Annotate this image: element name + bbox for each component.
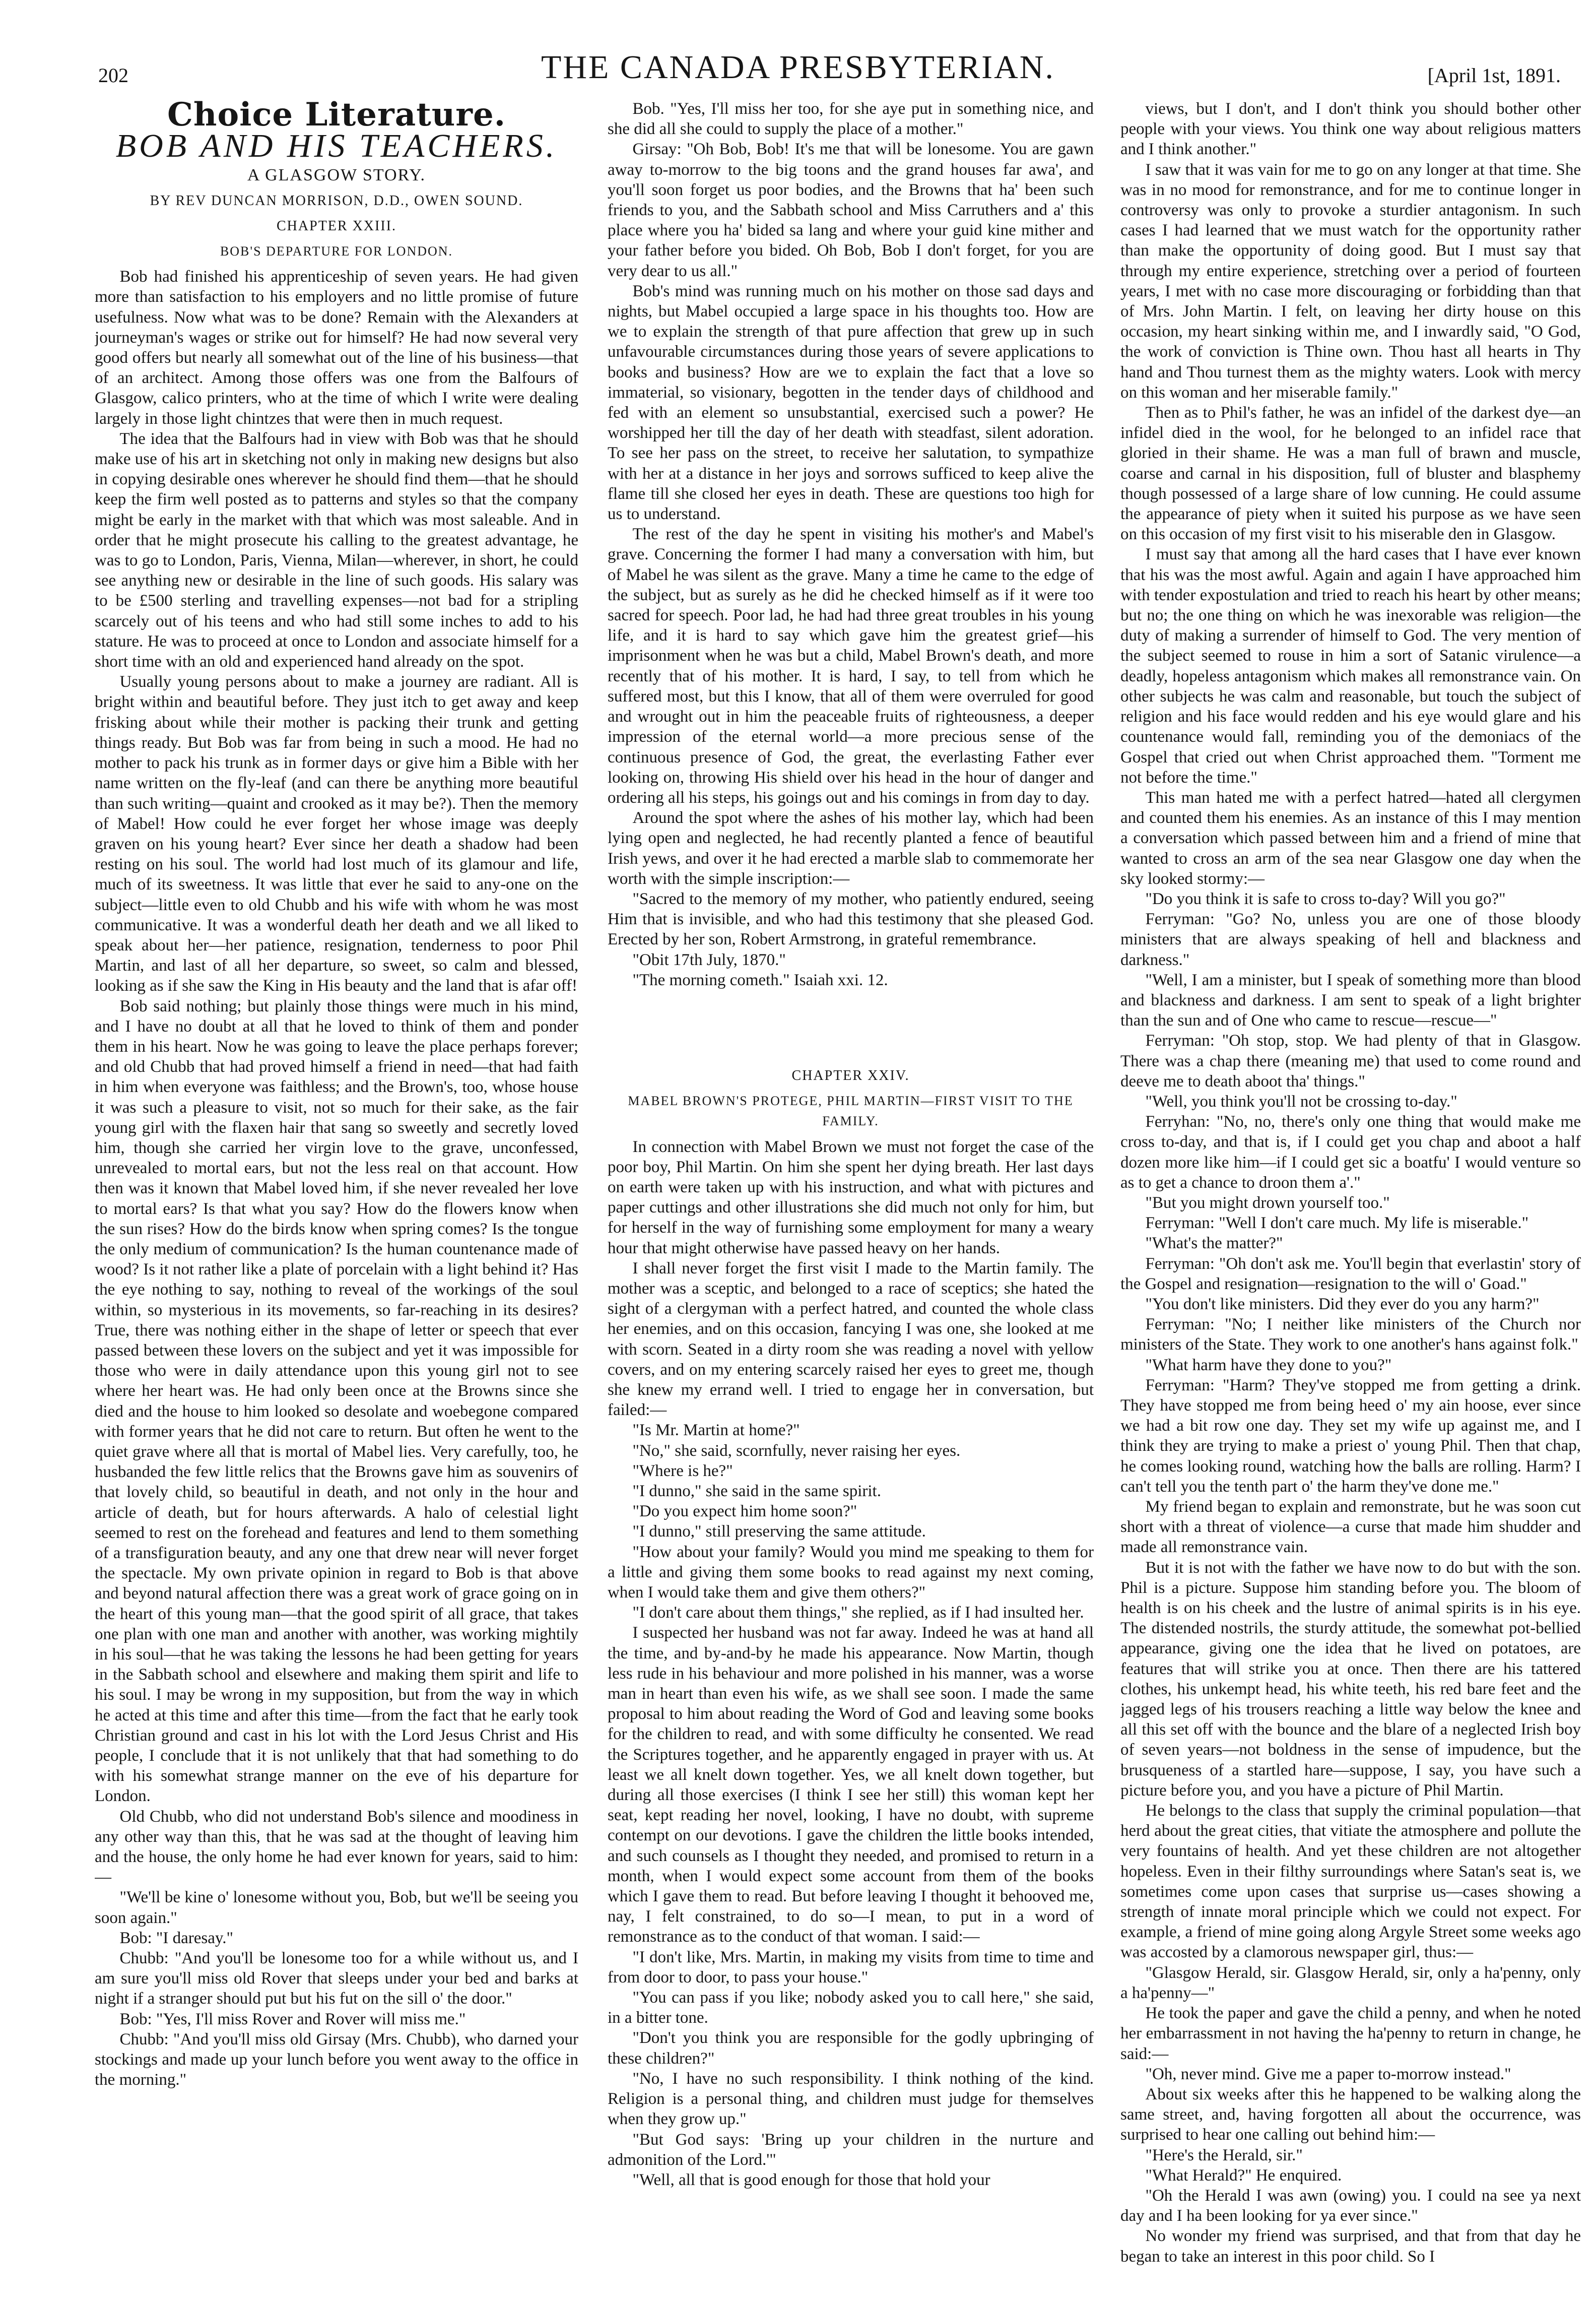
paragraph: "Here's the Herald, sir." [1145,2146,1303,2164]
paragraph: He belongs to the class that supply the criminal population—that herd about the great cities, that vitiate the atmosphere and pollute the very fountains of health. And yet these children are not altogether hopeless. Even in their filthy surroundings where Satan's seat is, we sometimes come upon cases that surprise us—cases showing a strength of innate moral principle which we could not expect. For example, a friend of mine going along Argyle Street some weeks ago was accosted by a clamorous newspaper girl, thus:— [1120,1802,1581,1962]
paragraph: Then as to Phil's father, he was an infidel of the darkest dye—an infidel died in the wool, for he belonged to an infidel race that gloried in their shame. He was a man full of brawn and muscle, coarse and carnal in his disposition, full of bluster and blasphemy though possessed of a large share of low cunning. He could assume the appearance of piety when it suited his purpose as we have seen on this occasion of my first visit to his miserable den in Glasgow. [1120,404,1581,544]
paragraph: Usually young persons about to make a journey are radiant. All is bright within and beautiful before. They just itch to get away and keep frisking about while their mother is packing their trunk and getting things ready. But Bob was far from being in such a mood. He had no mother to pack his trunk as in former days or give him a Bible with her name written on the fly-leaf (and can there be anything more beautiful than such writing—quaint and crooked as it may be?). Then the memory of Mabel! How could he ever forget her whose image was deeply graven on his young heart? Ever since her death a shadow had been resting on his soul. The world had lost much of its glamour and life, much of its sweetness. It was little that ever he said to any-one on the subject—little even to old Chubb and his wife with whom he was most communicative. It was a wonderful death her death and we all liked to speak about her—her patience, resignation, tenderness to poor Phil Martin, and last of all her departure, so sweet, so calm and blessed, looking as if she saw the King in His beauty and the land that is afar off! [95,673,578,995]
paragraph: "Well, you think you'll not be crossing to-day." [1145,1092,1457,1111]
journal-title: THE CANADA PRESBYTERIAN. [541,49,1055,86]
column-1 [95,99,578,2296]
paragraph: "What's the matter?" [1145,1234,1283,1253]
paragraph: Ferryman: "Go? No, unless you are one of those bloody ministers that are always speaking of hell and blackness and darkness." [1120,910,1581,969]
paragraph: "But you might drown yourself too." [1145,1193,1390,1212]
paragraph: Ferryman: "No; I neither like ministers of the Church nor ministers of the State. They work to one another's hans against folk." [1120,1315,1581,1354]
paragraph: "Oh, never mind. Give me a paper to-morrow instead." [1145,2065,1511,2083]
paragraph: This man hated me with a perfect hatred—hated all clergymen and counted them his enemies. As an instance of this I may mention a conversation which passed between him and a friend of mine that wanted to cross an arm of the sea near Glasgow one day when the sky looked stormy:— [1120,788,1581,888]
paragraph: Bob had finished his apprenticeship of seven years. He had given more than satisfaction to his employers and no little promise of future usefulness. Now what was to be done? Remain with the Alexanders at journeyman's wages or strike out for himself? He had now several very good offers but nearly all somewhat out of the line of his business—that of an architect. Among those offers was one from the Balfours of Glasgow, calico printers, who at the time of which I write were dealing largely in those light chintzes that were then in much request. [95,268,578,428]
paragraph: "How about your family? Would you mind me speaking to them for a little and giving them some books to read against my next coming, when I would take them and give them others?" [608,1543,1094,1602]
article-columns [95,99,1581,2296]
paragraph: "We'll be kine o' lonesome without you, Bob, but we'll be seeing you soon again." [95,1888,578,1927]
section-title: Choice Literature. [167,99,506,134]
paragraph: I must say that among all the hard cases that I have ever known that his was the most awful. Again and again I have approached him with tender expostulation and tried to reach his heart by other means; but no; the one thing on which he was inexorable was religion—the duty of making a surrender of himself to God. The very mention of the subject seemed to rouse in him a sort of Satanic virulence—a deadly, hopeless antagonism which makes all remonstrance vain. On other subjects he was calm and reasonable, but touch the subject of religion and his face would redden and his eye would glare and his countenance would fall, reminding you of the demoniacs of the Gospel that cried out when Christ approached them. "Torment me not before the time." [1120,545,1581,787]
paragraph: Around the spot where the ashes of his mother lay, which had been lying open and neglected, he had recently planted a fence of beautiful Irish yews, and over it he had erected a marble slab to commemorate her worth with the simple inscription:— [608,809,1094,888]
paragraph: "What harm have they done to you?" [1145,1356,1392,1374]
chapter-title: BOB'S DEPARTURE FOR LONDON. [220,244,453,259]
masthead [0,48,1596,94]
paragraph: Ferryman: "Oh stop, stop. We had plenty of that in Glasgow. There was a chap there (meaning me) that used to come round and deeve me to death aboot tha' things." [1120,1032,1581,1091]
paragraph: Ferryman: "Oh don't ask me. You'll begin that everlastin' story of the Gospel and resignation—resignation to the will o' Goad." [1120,1254,1581,1293]
chapter-heading: CHAPTER XXIII. [277,218,396,234]
paragraph: "I dunno," she said in the same spirit. [632,1482,881,1500]
paragraph: "No, I have no such responsibility. I think nothing of the kind. Religion is a personal thing, and children must judge for themselves when they grow up." [608,2069,1094,2129]
paragraph: "Obit 17th July, 1870." [632,950,786,969]
paragraph: "Do you expect him home soon?" [632,1502,857,1521]
byline: BY REV DUNCAN MORRISON, D.D., OWEN SOUND. [150,193,523,209]
paragraph: Ferryman: "Harm? They've stopped me from getting a drink. They have stopped me from being heed o' my ain hoose, ever since we had a bit row one day. They set my wife up against me, and I think they are trying to make a priest o' young Phil. Then that chap, he comes looking round, watching how the balls are rolling. Harm? I can't tell you the tenth part o' the harm they've done me." [1120,1376,1581,1496]
paragraph: In connection with Mabel Brown we must not forget the case of the poor boy, Phil Martin. On him she spent her dying breath. Her last days on earth were taken up with his instruction, and what with pictures and paper cuttings and other illustrations she did much not only for him, but for herself in the way of furnishing some employment for many a weary hour that might otherwise have passed heavy on her hands. [608,1137,1094,1257]
paragraph: Ferryhan: "No, no, there's only one thing that would make me cross to-day, and that is, if I could get you chap and aboot a half dozen more like him—if I could get sic a boatfu' I would venture so as to get a chance to droon them a'." [1120,1113,1581,1192]
paragraph: views, but I don't, and I don't think you should bother other people with your views. You think one way about religious matters and I think another." [1120,100,1581,159]
paragraph: Old Chubb, who did not understand Bob's silence and moodiness in any other way than this, that he was sad at the thought of leaving him and the house, the only home he had ever known for years, said to him:— [95,1807,578,1887]
paragraph: But it is not with the father we have now to do but with the son. Phil is a picture. Suppose him standing before you. The bloom of health is on his cheek and the lustre of animal spirits is in his eye. The distended nostrils, the sturdy attitude, the somewhat pot-bellied appearance, giving one the idea that he lived on potatoes, are features that will strike you at once. Then there are his tattered clothes, his unkempt head, his white teeth, his red bare feet and the jagged legs of his trousers reaching a little way below the knee and all this set off with the bounce and the blare of a neglected Irish boy of seven years—not boldness in the sense of impudence, but the brusqueness of a startled hare—suppose, I say, you have such a picture before you, and you have a picture of Phil Martin. [1120,1558,1581,1800]
paragraph: "I don't like, Mrs. Martin, in making my visits from time to time and from door to door, to pass your house." [608,1948,1094,1986]
column-3-body [1120,99,1581,2267]
paragraph: "The morning cometh." Isaiah xxi. 12. [632,971,888,989]
page-number: 202 [98,64,128,87]
paragraph: Chubb: "And you'll be lonesome too for a while without us, and I am sure you'll miss old Rover that sleeps under your bed and barks at night if a stranger should put but his fut on the sill o' the door." [95,1949,578,2008]
paragraph: "Don't you think you are responsible for the godly upbringing of these children?" [608,2029,1094,2068]
paragraph: "I don't care about them things," she replied, as if I had insulted her. [632,1604,1084,1622]
paragraph: No wonder my friend was surprised, and that from that day he began to take an interest in this poor child. So I [1120,2227,1581,2266]
paragraph: Girsay: "Oh Bob, Bob! It's me that will be lonesome. You are gawn away to-morrow to the big toons and the grand houses far awa', and you'll soon forget us poor bodies, and the Browns that ha' been such friends to you, and the Sabbath school and Miss Carruthers and a' this place where you ha' bided sa lang and where your guid kine mither and your father before you bided. Oh Bob, Bob I don't forget, for you are very dear to us all." [608,140,1094,280]
paragraph: The rest of the day he spent in visiting his mother's and Mabel's grave. Concerning the former I had many a conversation with him, but of Mabel he was silent as the grave. Many a time he came to the edge of the subject, but as surely as he did he checked himself as if it were too sacred for speech. Poor lad, he had had three great troubles in his young life, and it is hard to say which gave him the greatest grief—his imprisonment when he was but a child, Mabel Brown's death, and more recently that of his mother. It is hard, I say, to tell from which he suffered most, but this I know, that all of them were overruled for good and wrought out in him the peaceable fruits of righteousness, a deeper impression of the eternal world—a more precious sense of the continuous presence of God, the great, the everlasting Father ever looking on, throwing His shield over his head in the hour of danger and ordering all his steps, his goings out and his comings in from day to day. [608,525,1094,807]
paragraph: Bob: "I daresay." [119,1929,233,1947]
paragraph: Bob. "Yes, I'll miss her too, for she aye put in something nice, and she did all she could to supply the place of a mother." [608,100,1094,139]
paragraph: About six weeks after this he happened to be walking along the same street, and, having forgotten all about the occurrence, was surprised to hear one calling out behind him:— [1120,2085,1581,2144]
issue-date: [April 1st, 1891. [1427,64,1561,87]
paragraph: "Do you think it is safe to cross to-day? Will you go?" [1145,889,1506,908]
paragraph: I saw that it was vain for me to go on any longer at that time. She was in no mood for remonstrance, and for me to continue longer in controversy was only to provoke a sturdier antagonism. In such cases I had learned that we must watch for the opportunity rather than make the opportunity of doing good. But I must say that through my entire experience, stretching over a period of fourteen years, I met with no case more discouraging or forbidding than that of Mrs. John Martin. I felt, on leaving her dirty house on this occasion, my heart sinking within me, and I inwardly said, "O God, the work of conviction is Thine own. Thou hast all hearts in Thy hand and Thou turnest them as the mighty waters. Look with mercy on this woman and her miserable family." [1120,160,1581,402]
paragraph: "Oh the Herald I was awn (owing) you. I could na see ya next day and I ha been looking for ya ever since." [1120,2186,1581,2225]
story-title: BOB AND HIS TEACHERS. [115,127,558,165]
column-2-body [608,99,1094,990]
paragraph: Chubb: "And you'll miss old Girsay (Mrs. Chubb), who darned your stockings and made up your lunch before you went away to the office in the morning." [95,2030,578,2089]
column-2-body-continued [608,1137,1094,2191]
paragraph: "But God says: 'Bring up your children in the nurture and admonition of the Lord.'" [608,2130,1094,2169]
paragraph: "You can pass if you like; nobody asked you to call here," she said, in a bitter tone. [608,1989,1094,2027]
column-1-body [95,267,578,2090]
paragraph: "Well, all that is good enough for those that hold your [632,2170,990,2189]
paragraph: Ferryman: "Well I don't care much. My life is miserable." [1145,1214,1529,1233]
paragraph: He took the paper and gave the child a penny, and when he noted her embarrassment in not having the ha'penny to return in change, he said:— [1120,2004,1581,2063]
chapter-title: MABEL BROWN'S PROTEGE, PHIL MARTIN—FIRST VISIT TO THE FAMILY. [628,1094,1074,1129]
paragraph: "What Herald?" He enquired. [1145,2166,1342,2185]
paragraph: "Glasgow Herald, sir. Glasgow Herald, sir, only a ha'penny, only a ha'penny—" [1120,1963,1581,2002]
paragraph: "You don't like ministers. Did they ever do you any harm?" [1145,1295,1540,1313]
paragraph: Bob: "Yes, I'll miss Rover and Rover will miss me." [119,2010,466,2028]
column-2 [608,99,1094,2296]
paragraph: I suspected her husband was not far away. Indeed he was at hand all the time, and by-and-by he made his appearance. Now Martin, though less rude in his behaviour and more polished in his manner, was a worse man in heart than even his wife, as we shall see soon. I made the same proposal to him about reading the Word of God and leaving some books for the children to read, and with some difficulty he consented. We read the Scriptures together, and he apparently engaged in prayer with us. At least we all knelt down together. Yes, we all knelt down together, but during all those exercises (I think I see her still) this woman kept her seat, kept reading her novel, looking, I have no doubt, with supreme contempt on our devotions. I gave the children the little books intended, and such counsels as I thought they needed, and promised to return in a month, when I would expect some account from them of the books which I gave them to read. But before leaving I thought it behooved me, nay, I felt constrained, to do so—I mean, to put in a word of remonstrance as to the conduct of that woman. I said:— [608,1624,1094,1946]
paragraph: "I dunno," still preserving the same attitude. [632,1522,926,1541]
paragraph: "No," she said, scornfully, never raising her eyes. [632,1441,961,1460]
paragraph: Bob's mind was running much on his mother on those sad days and nights, but Mabel occupied a large space in his thoughts too. How are we to explain the strength of that pure affection that grew up in such unfavourable circumstances during those years of severe applications to books and business? How are we to explain the fact that a love so immaterial, so visionary, begotten in the tender days of childhood and fed with an element so unsubstantial, exercised such a power? He worshipped her till the day of her death with steadfast, silent adoration. To see her pass on the street, to receive her salutation, to sympathize with her at a distance in her joys and sorrows sufficed to keep alive the flame till she closed her eyes in death. These are questions too high for us to understand. [608,282,1094,524]
paragraph: "Is Mr. Martin at home?" [632,1421,800,1440]
paragraph: The idea that the Balfours had in view with Bob was that he should make use of his art in sketching not only in making new designs but also in copying desirable ones wherever he should find them—that he should keep the firm well posted as to patterns and styles so that the company might be early in the market with that which was most saleable. And in order that he might prosecute his calling to the greatest advantage, he was to go to London, Paris, Vienna, Milan—wherever, in short, he could see anything new or desirable in the line of such goods. His salary was to be £500 sterling and travelling expenses—not bad for a stripling scarcely out of his teens and who had still some inches to add to his stature. He was to proceed at once to London and associate himself for a short time with an old and experienced hand already on the spot. [95,429,578,671]
paragraph: "Well, I am a minister, but I speak of something more than blood and blackness and darkness. I am sent to speak of a light brighter than the sun and of One who came to rescue—rescue—" [1120,971,1581,1030]
paragraph: My friend began to explain and remonstrate, but he was soon cut short with a threat of violence—a curse that made him shudder and made all remonstrance vain. [1120,1498,1581,1557]
paragraph: Bob said nothing; but plainly those things were much in his mind, and I have no doubt at all that he loved to think of them and ponder them in his heart. Now he was going to leave the place perhaps forever; and old Chubb that had proved himself a friend in need—that had faith in him when everyone was faithless; and the Brown's, too, whose house it was such a pleasure to visit, not so much for their sake, as the fair young girl with the flaxen hair that sang so sweetly and secretly loved him, though she carried her virgin love to the grave, unconfessed, unrevealed to mortal ears, but not the less real on that account. How then was it known that Mabel loved him, if she never revealed her love to mortal ears? Is that what you say? How do the flowers know when the sun rises? How do the birds know when spring comes? Is the tongue the only medium of communication? Is the human countenance made of wood? Is it not rather like a plate of porcelain with a light behind it? Has the eye nothing to say, nothing to reveal of the workings of the soul within, so mysterious in its movements, so far-reaching in its desires? True, there was nothing either in the shape of letter or speech that ever passed between these lovers on the subject and yet it was impossible for those who were in daily attendance upon this young girl not to see where her heart was. He had only been once at the Browns since she died and the house to him looked so desolate and woebegone compared with former years that he did not care to return. But often he went to the quiet grave where all that is mortal of Mabel lies. Very carefully, too, he husbanded the few little relics that the Browns gave him as souvenirs of that lovely child, so beautiful in death, and not only in the hour and article of death, but for hours afterwards. A halo of celestial light seemed to rest on the forehead and features and lend to them something of a transfiguration beauty, and any one that drew near will never forget the spectacle. My own private opinion in regard to Bob is that above and beyond natural affection there was a great work of grace going on in the heart of this young man—that the good spirit of all grace, that takes one plan with one man and another with another, was working mightily in his soul—that he was taking the lessons he had been getting for years in the Sabbath school and elsewhere and making them spirit and life to his soul. I may be wrong in my supposition, but from the way in which he acted at this time and after this time—from the fact that he early took Christian ground and cast in his lot with the Lord Jesus Christ and His people, I conclude that it is not unlikely that that had something to do with his somewhat strange manner on the eve of his departure for London. [95,997,578,1806]
paragraph: I shall never forget the first visit I made to the Martin family. The mother was a sceptic, and belonged to a race of sceptics; she hated the sight of a clergyman with a perfect hatred, and counted the whole class her enemies, and on this occasion, fancying I was one, she looked at me with scorn. Seated in a dirty room she was reading a novel with yellow covers, and on my entering scarcely raised her eyes to greet me, though she knew my errand well. I tried to engage her in conversation, but failed:— [608,1259,1094,1420]
paragraph: "Sacred to the memory of my mother, who patiently endured, seeing Him that is invisible, and who had this testimony that she pleased God. Erected by her son, Robert Armstrong, in grateful remembrance. [608,889,1094,949]
paragraph: "Where is he?" [632,1461,733,1480]
column-3 [1120,99,1581,2296]
story-subtitle: A GLASGOW STORY. [247,166,426,185]
chapter-heading: CHAPTER XXIV. [791,1067,910,1083]
